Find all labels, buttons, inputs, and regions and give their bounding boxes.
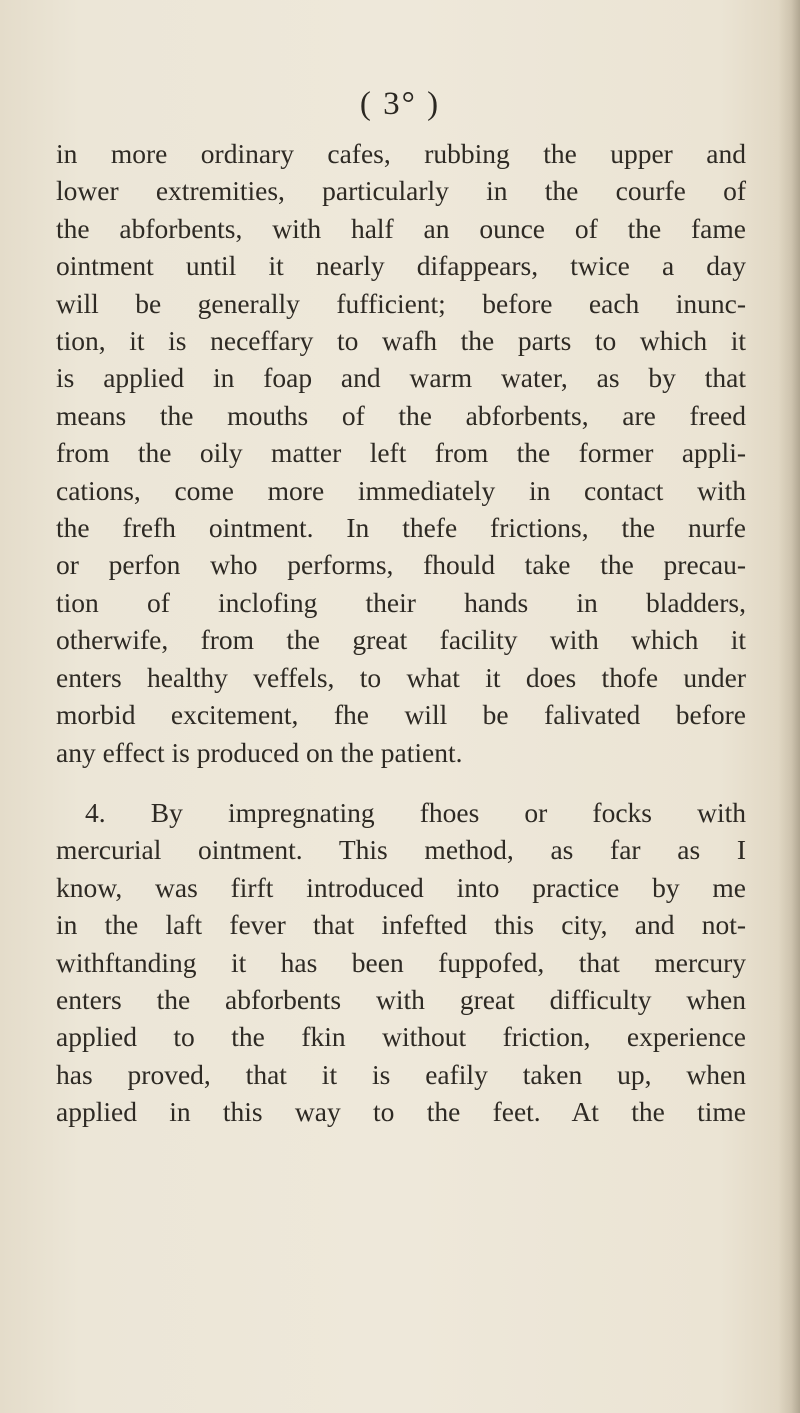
page-number: ( 3° ): [359, 86, 441, 122]
text-line: the frefh ointment. In thefe frictions, the nurfe: [56, 512, 746, 544]
text-line: mercurial ointment. This method, as far as I: [56, 834, 746, 866]
text-line: otherwife, from the great facility with which it: [56, 624, 746, 656]
text-line: enters healthy veffels, to what it does thofe under: [56, 661, 746, 693]
text-line: ointment until it nearly difappears, twice a day: [56, 250, 746, 282]
paragraph-1: [56, 135, 746, 771]
text-line: the abforbents, with half an ounce of the fame: [56, 212, 746, 244]
text-line: applied to the fkin without friction, experience: [56, 1021, 746, 1053]
text-line: applied in this way to the feet. At the time: [56, 1096, 746, 1128]
text-line: 4. By impregnating fhoes or focks with: [85, 796, 746, 828]
text-line: or perfon who performs, fhould take the precau-: [56, 549, 746, 581]
text-line: know, was firft introduced into practice by me: [56, 871, 746, 903]
paragraph-spacer: [56, 771, 746, 794]
text-line: lower extremities, particularly in the courfe of: [56, 175, 746, 207]
text-line: cations, come more immediately in contact with: [56, 474, 746, 506]
text-line: has proved, that it is eafily taken up, when: [56, 1058, 746, 1090]
text-line: tion of inclofing their hands in bladders,: [56, 586, 746, 618]
text-line: tion, it is neceffary to wafh the parts to which it: [56, 325, 746, 357]
text-line: will be generally fufficient; before each inunc-: [56, 287, 746, 319]
text-line: is applied in foap and warm water, as by that: [56, 362, 746, 394]
text-line: from the oily matter left from the former appli-: [56, 437, 746, 469]
text-line: in more ordinary cafes, rubbing the upper and: [56, 138, 746, 169]
text-line: morbid excitement, fhe will be falivated before: [56, 699, 746, 731]
text-line: withftanding it has been fuppofed, that mercury: [56, 946, 746, 978]
body-text: [56, 135, 746, 1131]
paragraph-2: [56, 794, 746, 1131]
text-line: means the mouths of the abforbents, are freed: [56, 399, 746, 431]
page-edge-shadow: [778, 0, 800, 1413]
text-line: any effect is produced on the patient.: [56, 736, 463, 768]
text-line: in the laft fever that infefted this city, and not-: [56, 909, 746, 941]
text-line: enters the abforbents with great difficulty when: [56, 983, 746, 1015]
